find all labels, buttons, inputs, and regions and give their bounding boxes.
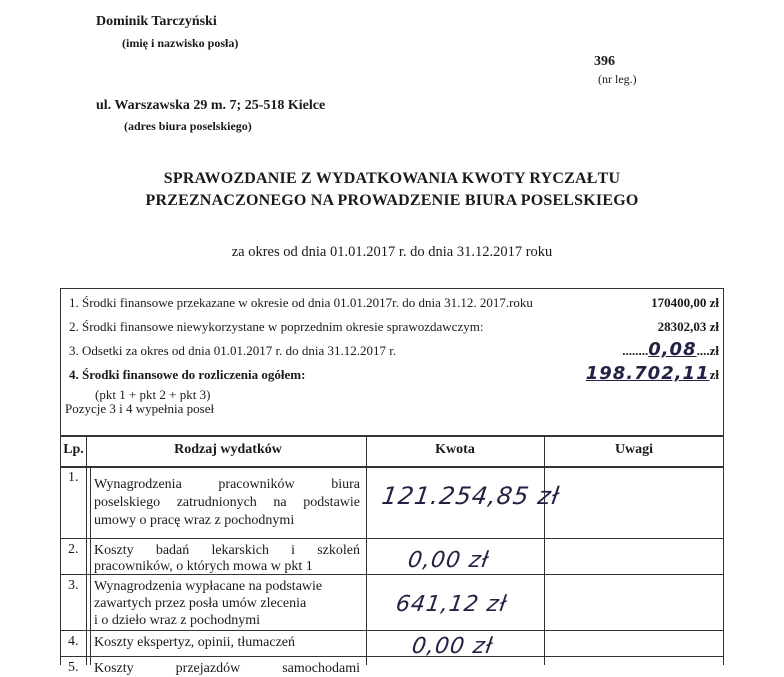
row-3-lp: 3. — [68, 578, 79, 593]
summary-row-4-suffix: zł — [709, 367, 719, 382]
row-5-line-1: Koszty przejazdów samochodami — [94, 661, 360, 676]
table-header-expense-type: Rodzaj wydatków — [174, 442, 282, 457]
table-header-lp: Lp. — [63, 442, 84, 457]
row-3-line-2: zawartych przez posła umów zlecenia — [94, 596, 307, 611]
report-title-line-1: SPRAWOZDANIE Z WYDATKOWANIA KWOTY RYCZAŁTU — [163, 170, 621, 187]
row-4-amount: 0,00 zł — [410, 634, 495, 659]
table-line — [544, 436, 545, 665]
row-1-line-3: umowy o pracę wraz z pochodnymi — [94, 513, 295, 528]
table-line — [723, 288, 724, 665]
table-line — [366, 436, 367, 665]
row-2-lp: 2. — [68, 542, 79, 557]
summary-row-1-label: 1. Środki finansowe przekazane w okresie od dnia 01.01.2017r. do dnia 31.12. 2017.roku — [69, 295, 533, 310]
row-2-amount: 0,00 zł — [406, 548, 491, 573]
leg-number: 396 — [594, 54, 615, 69]
summary-row-4-value: 198.702,11 — [585, 363, 710, 384]
table-line — [90, 466, 91, 665]
summary-row-3-suffix: ....zł — [696, 343, 719, 358]
leg-number-caption: (nr leg.) — [598, 72, 637, 86]
row-5-lp: 5. — [68, 660, 79, 675]
summary-row-3-value-group — [622, 339, 719, 360]
summary-row-4-value-group — [586, 363, 719, 384]
row-3-line-1: Wynagrodzenia wypłacane na podstawie — [94, 579, 323, 594]
row-2-line-2: pracowników, o których mowa w pkt 1 — [94, 559, 313, 574]
report-period: za okres od dnia 01.01.2017 r. do dnia 31.12.2017 roku — [231, 244, 553, 260]
summary-row-2-label: 2. Środki finansowe niewykorzystane w poprzednim okresie sprawozdawczym: — [69, 319, 484, 334]
summary-row-4-formula: (pkt 1 + pkt 2 + pkt 3) — [95, 387, 211, 402]
table-line — [60, 630, 724, 631]
office-address-caption: (adres biura poselskiego) — [124, 119, 252, 133]
table-line — [60, 538, 724, 539]
table-line — [60, 436, 61, 665]
summary-row-3-dots: ........ — [622, 343, 649, 358]
row-1-lp: 1. — [68, 470, 79, 485]
row-2-line-1: Koszty badań lekarskich i szkoleń — [94, 543, 360, 558]
summary-row-1-value: 170400,00 zł — [651, 295, 719, 310]
row-3-line-3: i o dzieło wraz z pochodnymi — [94, 613, 261, 628]
table-line — [86, 436, 87, 665]
summary-row-2-value: 28302,03 zł — [657, 319, 719, 334]
table-header-amount: Kwota — [435, 442, 475, 457]
row-3-amount: 641,12 zł — [394, 592, 509, 617]
mp-name: Dominik Tarczyński — [96, 14, 217, 29]
office-address: ul. Warszawska 29 m. 7; 25-518 Kielce — [96, 98, 326, 113]
mp-name-caption: (imię i nazwisko posła) — [122, 36, 239, 50]
funds-summary-box — [60, 288, 724, 436]
table-line — [60, 436, 724, 437]
row-1-line-1: Wynagrodzenia pracowników biura — [94, 477, 360, 492]
row-1-line-2: poselskiego zatrudnionych na podstawie — [94, 495, 360, 510]
table-line — [60, 466, 724, 468]
table-line — [60, 656, 724, 657]
summary-row-4-label: 4. Środki finansowe do rozliczenia ogółem: — [69, 367, 306, 382]
table-header-notes: Uwagi — [614, 442, 654, 457]
row-1-amount: 121.254,85 zł — [380, 482, 562, 510]
row-4-lp: 4. — [68, 634, 79, 649]
row-4-line-1: Koszty ekspertyz, opinii, tłumaczeń — [94, 635, 295, 650]
summary-footnote: Pozycje 3 i 4 wypełnia poseł — [65, 401, 215, 416]
summary-row-3-value: 0,08 — [648, 339, 697, 360]
summary-row-3-label: 3. Odsetki za okres od dnia 01.01.2017 r. do dnia 31.12.2017 r. — [69, 343, 397, 358]
report-title-line-2: PRZEZNACZONEGO NA PROWADZENIE BIURA POSELSKIEGO — [145, 192, 639, 209]
